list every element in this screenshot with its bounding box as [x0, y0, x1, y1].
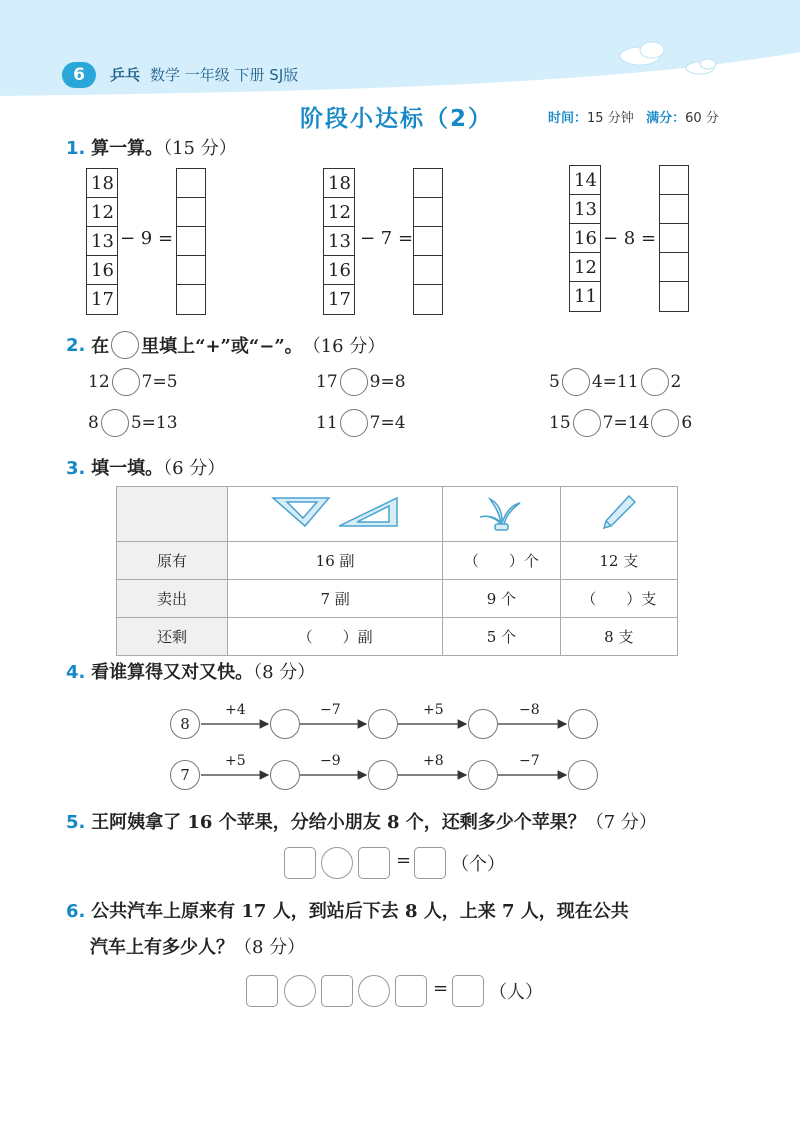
chain-answer-circle[interactable] — [270, 709, 300, 739]
unit-label: （个） — [451, 854, 505, 875]
ruler-set-icon — [265, 492, 405, 532]
answer-circle[interactable] — [321, 847, 353, 879]
answer-box[interactable] — [660, 166, 688, 195]
answer-box[interactable] — [414, 198, 442, 227]
number-cell: 17 — [328, 289, 351, 310]
time-label: 时间： — [548, 111, 588, 126]
table-cell: 原有 — [117, 542, 228, 580]
chain-op: +5 — [225, 753, 246, 769]
chain-arrows — [0, 690, 800, 800]
equation — [316, 368, 406, 396]
section-number: 3. — [66, 458, 86, 479]
operator-circle[interactable] — [340, 368, 368, 396]
eq-part: 7=5 — [141, 372, 178, 392]
section-text: 汽车上有多少人？ — [90, 937, 234, 958]
section-points: （7 分） — [585, 812, 657, 833]
table-cell: 8 支 — [560, 618, 677, 656]
answer-box[interactable] — [177, 198, 205, 227]
table-cell: 16 副 — [228, 542, 443, 580]
page-number-badge: 6 — [62, 62, 96, 88]
answer-circle[interactable] — [284, 975, 316, 1007]
eq-part: 9=8 — [369, 372, 406, 392]
equation — [549, 409, 692, 437]
section-6-heading — [66, 897, 629, 923]
chain-answer-circle[interactable] — [270, 760, 300, 790]
eq-part: 7=14 — [602, 413, 650, 433]
eq-part: 11 — [316, 413, 338, 433]
answer-square[interactable] — [284, 847, 316, 879]
plant-icon — [476, 491, 526, 533]
answer-square[interactable] — [246, 975, 278, 1007]
chain-answer-circle[interactable] — [568, 760, 598, 790]
answer-box[interactable] — [414, 227, 442, 256]
number-cell: 16 — [324, 256, 354, 285]
table-row — [117, 618, 678, 656]
operation-label: − 9 = — [120, 228, 174, 249]
eq-part: 2 — [670, 372, 682, 392]
operator-circle[interactable] — [112, 368, 140, 396]
section-2-heading — [66, 331, 385, 359]
table-cell: 卖出 — [117, 580, 228, 618]
number-cell: 14 — [570, 166, 600, 195]
operator-circle[interactable] — [562, 368, 590, 396]
brand-logo: 乒乓 — [110, 66, 141, 84]
answer-box[interactable] — [660, 282, 688, 311]
equation — [316, 409, 406, 437]
table-cell: 还剩 — [117, 618, 228, 656]
chain-op: −7 — [320, 702, 341, 718]
section-points: （6 分） — [163, 458, 226, 479]
section-points: （8 分） — [253, 662, 316, 683]
table-cell — [560, 487, 677, 542]
answer-circle[interactable] — [358, 975, 390, 1007]
equation — [549, 368, 681, 396]
eq-part: 5 — [549, 372, 560, 392]
equals-sign: = — [396, 850, 412, 871]
eq-part: 4=11 — [591, 372, 639, 392]
eq-part: 15 — [549, 413, 571, 433]
eq-part: 7=4 — [369, 413, 406, 433]
answer-square[interactable] — [321, 975, 353, 1007]
operator-circle[interactable] — [651, 409, 679, 437]
section-text: 王阿姨拿了 16 个苹果，分给小朋友 8 个，还剩多少个苹果？ — [91, 812, 586, 833]
chain-start: 8 — [170, 709, 200, 739]
eq-part: 17 — [316, 372, 338, 392]
answer-box[interactable] — [660, 224, 688, 253]
chain-op: +8 — [423, 753, 444, 769]
equation — [88, 409, 178, 437]
answer-square[interactable] — [395, 975, 427, 1007]
table-cell[interactable]: （ ）个 — [443, 542, 560, 580]
operation-label: − 8 = — [603, 228, 657, 249]
number-cell: 12 — [570, 253, 600, 282]
section-text: 公共汽车上原来有 17 人，到站后下去 8 人，上来 7 人，现在公共 — [91, 901, 629, 922]
eq-part: 12 — [88, 372, 110, 392]
chain-answer-circle[interactable] — [368, 760, 398, 790]
score-label: 满分： — [646, 111, 686, 126]
operator-circle[interactable] — [340, 409, 368, 437]
chain-op: +4 — [225, 702, 246, 718]
inventory-table — [116, 486, 678, 656]
section-text: 算一算。 — [91, 138, 164, 159]
chain-start: 7 — [170, 760, 200, 790]
time-info — [548, 107, 719, 126]
chain-op: −7 — [519, 753, 540, 769]
number-cell: 12 — [324, 198, 354, 227]
section-text: 里填上“+”或“−”。 — [141, 336, 303, 357]
circle-placeholder — [111, 331, 139, 359]
answer-box[interactable] — [660, 253, 688, 282]
table-cell — [228, 487, 443, 542]
answer-box[interactable] — [414, 169, 442, 198]
chain-op: +5 — [423, 702, 444, 718]
table-cell — [117, 487, 228, 542]
operator-circle[interactable] — [573, 409, 601, 437]
number-cell: 18 — [87, 169, 117, 198]
number-cell: 13 — [570, 195, 600, 224]
number-cell: 12 — [87, 198, 117, 227]
header-banner — [0, 0, 800, 110]
section-1-heading — [66, 134, 237, 160]
answer-box[interactable] — [177, 169, 205, 198]
operation-label: − 7 = — [360, 228, 414, 249]
table-cell: 7 副 — [228, 580, 443, 618]
section-6-line2 — [90, 933, 305, 959]
answer-column — [659, 165, 689, 312]
section-text: 填一填。 — [91, 458, 164, 479]
pencil-icon — [599, 492, 639, 532]
chain-op: −8 — [519, 702, 540, 718]
eq-part: 5=13 — [130, 413, 178, 433]
number-column — [569, 165, 601, 312]
section-points: （16 分） — [302, 336, 386, 357]
section-3-heading — [66, 454, 225, 480]
page-title: 阶段小达标（2） — [300, 106, 494, 132]
answer-box[interactable] — [177, 227, 205, 256]
score-value: 60 分 — [685, 111, 719, 126]
answer-box[interactable] — [177, 256, 205, 285]
answer-square[interactable] — [452, 975, 484, 1007]
answer-box[interactable] — [414, 256, 442, 285]
number-cell: 13 — [87, 227, 117, 256]
answer-column — [176, 168, 206, 315]
table-cell: 5 个 — [443, 618, 560, 656]
table-row — [117, 487, 678, 542]
answer-column — [413, 168, 443, 315]
number-cell: 13 — [324, 227, 354, 256]
number-cell: 16 — [570, 224, 600, 253]
chain-answer-circle[interactable] — [568, 709, 598, 739]
book-subject: 数学 一年级 下册 SJ版 — [150, 66, 299, 84]
section-5-heading — [66, 808, 657, 834]
section-4-heading — [66, 658, 315, 684]
answer-square[interactable] — [358, 847, 390, 879]
table-cell: 9 个 — [443, 580, 560, 618]
number-cell: 18 — [324, 169, 354, 198]
section-points: （8 分） — [234, 937, 306, 958]
table-row — [117, 542, 678, 580]
section-points: （15 分） — [163, 138, 237, 159]
operator-circle[interactable] — [101, 409, 129, 437]
chain-answer-circle[interactable] — [468, 709, 498, 739]
section-number: 5. — [66, 812, 86, 833]
table-cell[interactable]: （ ）副 — [228, 618, 443, 656]
table-row — [117, 580, 678, 618]
number-cell: 17 — [91, 289, 114, 310]
table-cell — [443, 487, 560, 542]
eq-part: 6 — [681, 413, 693, 433]
number-cell: 11 — [574, 286, 597, 307]
equation — [88, 368, 178, 396]
answer-box[interactable] — [660, 195, 688, 224]
table-cell[interactable]: （ ）支 — [560, 580, 677, 618]
eq-part: 8 — [88, 413, 99, 433]
section-text: 在 — [91, 336, 110, 357]
section-number: 4. — [66, 662, 86, 683]
chain-answer-circle[interactable] — [368, 709, 398, 739]
number-column — [86, 168, 118, 315]
number-column — [323, 168, 355, 315]
answer-square[interactable] — [414, 847, 446, 879]
table-cell: 12 支 — [560, 542, 677, 580]
time-value: 15 分钟 — [587, 111, 634, 126]
section-number: 6. — [66, 901, 86, 922]
section-text: 看谁算得又对又快。 — [91, 662, 254, 683]
answer-box[interactable] — [177, 285, 205, 314]
equals-sign: = — [433, 978, 449, 999]
unit-label: （人） — [489, 982, 543, 1003]
answer-box[interactable] — [414, 285, 442, 314]
operator-circle[interactable] — [641, 368, 669, 396]
chain-op: −9 — [320, 753, 341, 769]
section-number: 1. — [66, 138, 86, 159]
chain-answer-circle[interactable] — [468, 760, 498, 790]
section-number: 2. — [66, 334, 86, 356]
number-cell: 16 — [87, 256, 117, 285]
